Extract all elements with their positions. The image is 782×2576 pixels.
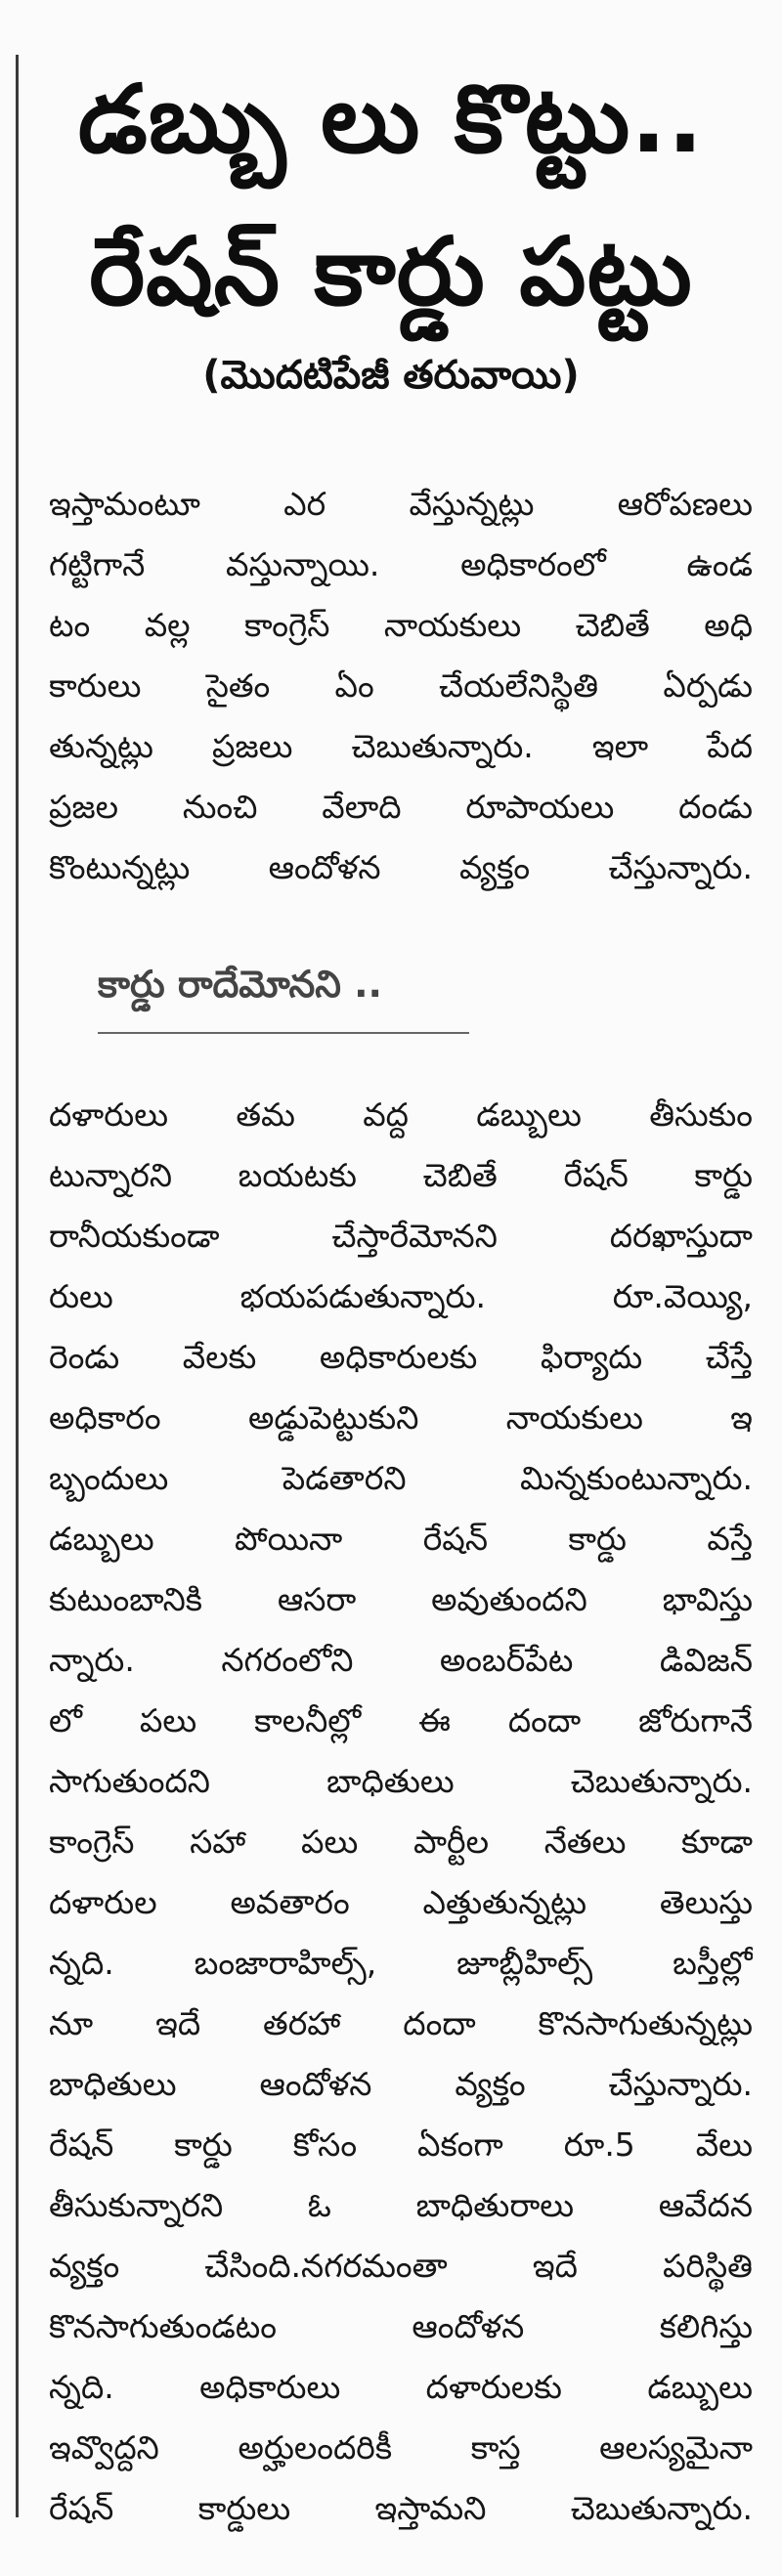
paragraph-line: ఇవ్వొద్దని అర్హులందరికీ కాస్త ఆలస్యమైనా — [49, 2428, 753, 2467]
paragraph-line: గట్టిగానే వస్తున్నాయి. అధికారంలో ఉండ — [49, 545, 753, 583]
subheading-underline — [98, 1032, 469, 1034]
paragraph-line: బ్బందులు పెడతారని మిన్నకుంటున్నారు. — [49, 1459, 753, 1497]
paragraph-line: బాధితులు ఆందోళన వ్యక్తం చేస్తున్నారు. — [49, 2065, 753, 2103]
paragraph-line: కారులు సైతం ఏం చేయలేనిస్థితి ఏర్పడు — [49, 666, 753, 705]
paragraph-line: టం వల్ల కాంగ్రెస్ నాయకులు చెబితే అధి — [49, 606, 753, 644]
paragraph-line: ప్రజల నుంచి వేలాది రూపాయలు దండు — [49, 788, 753, 826]
paragraph-line: నూ ఇదే తరహా దందా కొనసాగుతున్నట్లు — [49, 2004, 753, 2042]
headline-line-1: డబ్బు లు కొట్టు.. — [77, 64, 705, 174]
paragraph-line: రులు భయపడుతున్నారు. రూ.వెయ్యి, — [49, 1277, 753, 1315]
subheading: కార్డు రాదేమోనని .. — [98, 963, 382, 1006]
paragraph-line: అధికారం అడ్డుపెట్టుకుని నాయకులు ఇ — [49, 1398, 753, 1437]
paragraph-line: వ్యక్తం చేసింది.నగరమంతా ఇదే పరిస్థితి — [49, 2247, 753, 2285]
paragraph-line: రేషన్ కార్డులు ఇస్తామని చెబుతున్నారు. — [49, 2489, 753, 2527]
paragraph-line: కాంగ్రెస్ సహా పలు పార్టీల నేతలు కూడా — [49, 1823, 753, 1861]
paragraph-line: కొంటున్నట్లు ఆందోళన వ్యక్తం చేస్తున్నారు. — [49, 848, 753, 886]
paragraph-line: టున్నారని బయటకు చెబితే రేషన్ కార్డు — [49, 1156, 753, 1194]
paragraph-line: రెండు వేలకు అధికారులకు ఫిర్యాదు చేస్తే — [49, 1338, 753, 1376]
paragraph-line: దళారుల అవతారం ఎత్తుతున్నట్లు తెలుస్తు — [49, 1883, 753, 1921]
paragraph-1 — [49, 474, 753, 898]
paragraph-line: న్నారు. నగరంలోని అంబర్‌పేట డివిజన్ — [49, 1641, 753, 1679]
paragraph-line: సాగుతుందని బాధితులు చెబుతున్నారు. — [49, 1762, 753, 1800]
paragraph-line: తీసుకున్నారని ఓ బాధితురాలు ఆవేదన — [49, 2186, 753, 2224]
paragraph-line: కుటుంబానికి ఆసరా అవుతుందని భావిస్తు — [49, 1580, 753, 1618]
paragraph-line: న్నది. అధికారులు దళారులకు డబ్బులు — [49, 2368, 753, 2406]
column-rule — [16, 55, 19, 2517]
paragraph-line: రేషన్ కార్డు కోసం ఏకంగా రూ.5 వేలు — [49, 2125, 753, 2164]
paragraph-line: లో పలు కాలనీల్లో ఈ దందా జోరుగానే — [49, 1701, 753, 1739]
continuation-label: (మొదటిపేజీ తరువాయి) — [202, 353, 580, 398]
paragraph-line: న్నది. బంజారాహిల్స్, జూబ్లీహిల్స్ బస్తీల్లో — [49, 1944, 753, 1982]
paragraph-line: తున్నట్లు ప్రజలు చెబుతున్నారు. ఇలా పేద — [49, 727, 753, 765]
paragraph-line: ఇస్తామంటూ ఎర వేస్తున్నట్లు ఆరోపణలు — [49, 485, 753, 523]
paragraph-line: కొనసాగుతుండటం ఆందోళన కలిగిస్తు — [49, 2307, 753, 2345]
paragraph-line: డబ్బులు పోయినా రేషన్ కార్డు వస్తే — [49, 1520, 753, 1558]
paragraph-line: రానీయకుండా చేస్తారేమోనని దరఖాస్తుదా — [49, 1217, 753, 1255]
headline-line-2: రేషన్ కార్డు పట్టు — [89, 217, 693, 326]
paragraph-line: దళారులు తమ వద్ద డబ్బులు తీసుకుం — [49, 1095, 753, 1134]
paragraph-2 — [49, 1085, 753, 2539]
